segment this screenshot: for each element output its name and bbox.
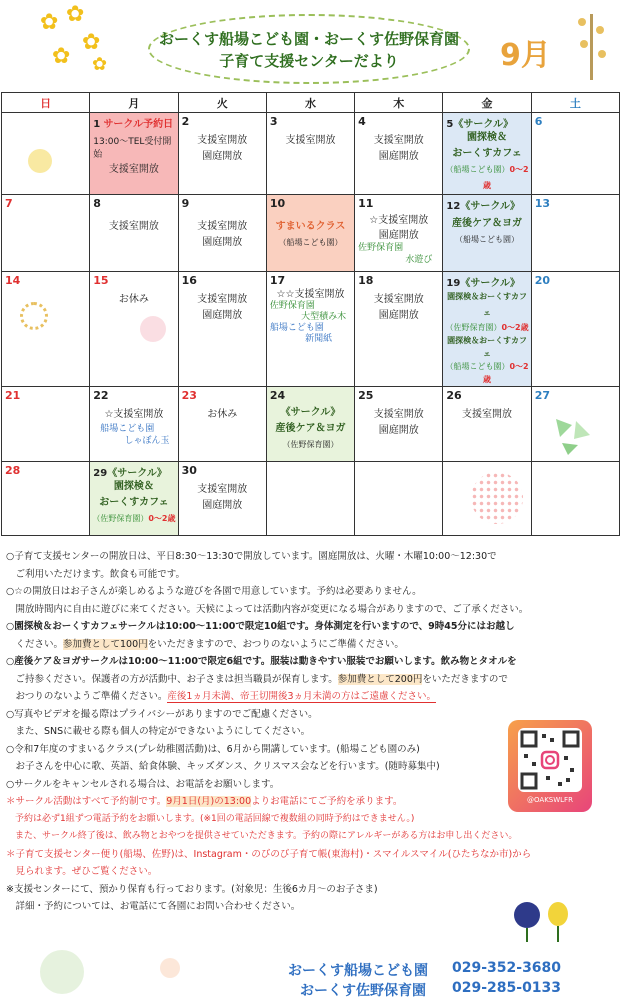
- event-text: 園庭開放: [202, 237, 243, 248]
- dot-icon: [160, 958, 180, 978]
- event-text: ☆支援室開放: [104, 409, 164, 420]
- school-name-senba: おーくす船場こども園: [288, 963, 428, 979]
- day-cell-14: [2, 272, 90, 387]
- location-text: 佐野保育園: [269, 301, 315, 311]
- location-text: （船場こども園）: [455, 235, 520, 244]
- day-number: 4: [358, 115, 366, 128]
- weekday-mon: 月: [90, 93, 178, 113]
- dotted-circle-icon: [471, 472, 523, 524]
- warning-text: 産後1ヵ月未満、帝王切開後3ヵ月未満の方はご遠慮ください。: [167, 691, 436, 702]
- day-cell-15: [90, 272, 178, 387]
- event-text: 支援室開放: [373, 409, 424, 420]
- day-number: 22: [93, 389, 109, 402]
- note-line: ○写真やビデオを撮る際はプライバシーがありますのでご配慮ください。: [6, 708, 318, 720]
- month-label: 9月: [500, 38, 551, 73]
- day-number: 28: [5, 464, 21, 477]
- day-cell-7: [2, 195, 90, 272]
- event-text: 園庭開放: [378, 425, 419, 436]
- event-text: 園庭開放: [378, 230, 419, 241]
- dot-icon: [140, 316, 166, 342]
- dot-icon: [596, 26, 604, 34]
- day-number: 14: [5, 274, 21, 287]
- day-number: 20: [534, 274, 550, 287]
- day-cell-empty: [266, 462, 354, 536]
- day-number: 11: [358, 197, 374, 210]
- age-text: 0～2歳: [483, 362, 529, 384]
- location-text: （船場こども園）: [278, 238, 343, 247]
- location-text: 船場こども園: [100, 424, 155, 434]
- day-cell-29: [90, 462, 178, 536]
- event-text: ☆支援室開放: [369, 215, 429, 226]
- day-number: 15: [93, 274, 109, 287]
- event-text: お休み: [118, 294, 149, 305]
- day-cell-8: [90, 195, 178, 272]
- day-cell-22: [90, 387, 178, 462]
- weekday-thu: 木: [355, 93, 443, 113]
- day-number: 9: [181, 197, 190, 210]
- note-line: ＊子育て支援センター便り(船場、佐野)は、Instagram・のびのび子育て帳(東海村)・スマイルスマイル(ひたちなか市)から: [6, 848, 532, 860]
- day-cell-2: [178, 113, 266, 195]
- reservation-time: 13:00～TEL受付開始: [93, 137, 172, 160]
- note-line: ご利用いただけます。飲食も可能です。: [6, 568, 185, 580]
- note-line: ○産後ケア＆ヨガサークルは10:00～11:00で限定6組です。服装は動きやすい服装でお願いします。飲み物とタオルを: [6, 656, 517, 667]
- note-line: また、SNSに載せる際も個人の特定ができないようにしてください。: [6, 726, 311, 737]
- day-cell-empty: [2, 113, 90, 195]
- day-cell-3: [266, 113, 354, 195]
- note-line: ○子育て支援センターの開放日は、平日8:30～13:30で開放しています。園庭開放は、火曜・木曜10:00～12:30で: [6, 551, 497, 562]
- flower-icon: ✿: [92, 54, 108, 75]
- weekday-tue: 火: [178, 93, 266, 113]
- note-line: 見られます。ぜひご覧ください。: [6, 866, 158, 877]
- day-number: 19: [446, 278, 461, 289]
- event-text: おーくすカフェ: [452, 148, 522, 159]
- event-text: すまいるクラス: [275, 221, 346, 232]
- qr-code-icon: [518, 728, 582, 792]
- age-text: 0～2歳: [483, 165, 529, 190]
- weekday-sat: 土: [531, 93, 619, 113]
- day-cell-empty: [355, 462, 443, 536]
- day-cell-11: [355, 195, 443, 272]
- note-line: お子さんを中心に歌、英語、給食体験、キッズダンス、クリスマス会などを行います。(随時募集中): [6, 761, 440, 772]
- event-text: 園探検＆おーくすカフェ: [447, 292, 527, 317]
- weekday-sun: 日: [2, 93, 90, 113]
- note-line: 予約は必ず1組ずつ電話予約をお願いします。(※1回の電話回線で複数組の同時予約はできません。): [6, 813, 415, 824]
- day-cell-empty: [531, 462, 619, 536]
- flower-icon: ✿: [82, 30, 101, 55]
- note-line: ください。参加費として100円をいただきますので、おつりのないようにご準備ください。: [6, 638, 404, 650]
- event-text: 園探検＆: [113, 481, 154, 492]
- event-text: 園庭開放: [202, 151, 243, 162]
- location-text: （佐野保育園）: [92, 514, 149, 523]
- event-text: 支援室開放: [108, 221, 159, 232]
- event-text: お休み: [207, 409, 238, 420]
- day-number: 1: [93, 119, 101, 130]
- circle-label: 《サークル》: [453, 119, 514, 130]
- dot-icon: [578, 18, 586, 26]
- note-line: 開放時間内に自由に遊びに来てください。天候によっては活動内容が変更になる場合がありますので、ご了承ください。: [6, 603, 529, 615]
- note-line: ○サークルをキャンセルされる場合は、お電話をお願いします。: [6, 778, 280, 790]
- phone-senba[interactable]: 029-352-3680: [452, 960, 562, 976]
- day-number: 10: [269, 197, 286, 210]
- qr-caption: @OAKSWLFR: [527, 796, 573, 804]
- day-number: 24: [269, 389, 286, 402]
- phone-sano[interactable]: 029-285-0133: [452, 980, 562, 996]
- circle-label: 《サークル》: [460, 201, 521, 212]
- day-number: 7: [5, 197, 13, 210]
- day-cell-4: [355, 113, 443, 195]
- day-cell-26: [443, 387, 531, 462]
- day-number: 29: [93, 468, 108, 479]
- circle-label: 《サークル》: [460, 278, 521, 289]
- instagram-qr-code[interactable]: [508, 720, 592, 812]
- event-text: 支援室開放: [197, 294, 248, 305]
- day-cell-30: [178, 462, 266, 536]
- dot-icon: [598, 50, 606, 58]
- ring-icon: [20, 302, 48, 330]
- day-number: 12: [446, 201, 461, 212]
- date-highlight: 9月1日(月)の13:00: [166, 796, 252, 807]
- day-cell-20: [531, 272, 619, 387]
- note-line: ○園探検＆おーくすカフェサークルは10:00～11:00で限定10組です。身体測定を行いますので、9時45分にはお越し: [6, 621, 515, 632]
- day-cell-18: [355, 272, 443, 387]
- location-text: 船場こども園: [269, 323, 324, 333]
- day-number: 25: [358, 389, 374, 402]
- event-text: 園庭開放: [202, 310, 243, 321]
- day-cell-28: [2, 462, 90, 536]
- event-text: 園庭開放: [378, 310, 419, 321]
- title-banner: [148, 14, 470, 84]
- day-cell-24: [266, 387, 354, 462]
- event-text: 園探検＆: [467, 132, 508, 143]
- age-text: 0～2歳: [148, 514, 176, 523]
- event-text: 支援室開放: [462, 409, 513, 420]
- activity-text: しゃぼん玉: [124, 436, 170, 446]
- circle-label: 《サークル》: [107, 468, 167, 479]
- event-label: サークル予約日: [103, 119, 174, 130]
- day-number: 26: [446, 389, 462, 402]
- note-line: ○☆の開放日はお子さんが楽しめるような遊びを各園で用意しています。予約は必要ありません。: [6, 586, 422, 597]
- day-number: 16: [181, 274, 197, 287]
- day-number: 6: [534, 115, 543, 128]
- activity-text: 水遊び: [405, 255, 433, 265]
- location-text: （佐野保育園）: [282, 440, 339, 449]
- day-number: 21: [5, 389, 21, 402]
- day-cell-6: [531, 113, 619, 195]
- dot-icon: [40, 950, 84, 994]
- location-text: （船場こども園）: [445, 362, 510, 371]
- day-cell-10: [266, 195, 354, 272]
- note-line: ○令和7年度のすまいるクラス(プレ幼稚園活動)は、6月から開講しています。(船場こども園のみ): [6, 743, 420, 755]
- dot-icon: [580, 40, 588, 48]
- event-text: 園探検＆おーくすカフェ: [447, 336, 527, 358]
- calendar: [1, 92, 620, 536]
- day-cell-27: [531, 387, 619, 462]
- day-number: 27: [534, 389, 550, 402]
- event-text: 支援室開放: [197, 221, 248, 232]
- event-text: 支援室開放: [285, 135, 336, 146]
- day-number: 23: [181, 389, 197, 402]
- event-text: 支援室開放: [197, 135, 248, 146]
- fee-highlight: 参加費として100円: [63, 638, 148, 650]
- title-line-2: 子育て支援センターだより: [219, 52, 399, 70]
- plant-icon: [590, 14, 593, 80]
- activity-text: 新聞紙: [305, 334, 333, 344]
- event-text: おーくすカフェ: [99, 497, 169, 508]
- location-text: （佐野保育園）: [445, 323, 502, 332]
- day-cell-13: [531, 195, 619, 272]
- day-cell-25: [355, 387, 443, 462]
- fee-highlight: 参加費として200円: [337, 673, 423, 685]
- day-cell-9: [178, 195, 266, 272]
- event-text: 園庭開放: [202, 500, 243, 511]
- day-cell-19: [443, 272, 531, 387]
- day-cell-21: [2, 387, 90, 462]
- weekday-header: [2, 93, 620, 113]
- activity-text: 大型積み木: [301, 312, 347, 322]
- day-cell-17: [266, 272, 354, 387]
- event-text: 産後ケア＆ヨガ: [275, 423, 346, 434]
- note-line: ＊サークル活動はすべて予約制です。9月1日(月)の13:00よりお電話にてご予約を承ります。: [6, 796, 403, 807]
- note-line: ※支援センターにて、預かり保育も行っております。(対象児：生後6カ月～のお子さま): [6, 883, 378, 895]
- location-text: 佐野保育園: [358, 243, 404, 253]
- event-text: 支援室開放: [197, 484, 248, 495]
- weekday-wed: 水: [266, 93, 354, 113]
- tulip-icon: [514, 900, 584, 944]
- day-cell-16: [178, 272, 266, 387]
- note-line: 詳細・予約については、お電話にて各園にお問い合わせください。: [6, 901, 301, 912]
- weekday-fri: 金: [443, 93, 531, 113]
- header: [0, 0, 621, 92]
- age-text: 0～2歳: [501, 323, 529, 332]
- note-line: おつりのないようご準備ください。産後1ヵ月未満、帝王切開後3ヵ月未満の方はご遠慮ください。: [6, 691, 436, 702]
- day-number: 13: [534, 197, 550, 210]
- event-text: ☆☆支援室開放: [276, 289, 345, 300]
- flower-icon: ✿: [66, 2, 85, 27]
- event-text: 園庭開放: [378, 151, 419, 162]
- event-text: 支援室開放: [373, 135, 424, 146]
- flower-icon: ✿: [52, 44, 71, 69]
- day-number: 3: [269, 115, 278, 128]
- circle-label: 《サークル》: [280, 407, 341, 418]
- day-cell-12: [443, 195, 531, 272]
- triangle-icon: [554, 417, 594, 457]
- location-text: （船場こども園）: [445, 165, 510, 174]
- event-text: 支援室開放: [108, 164, 159, 175]
- lemon-icon: [28, 149, 52, 173]
- event-text: 支援室開放: [373, 294, 424, 305]
- note-line: また、サークル終了後は、飲み物とおやつを提供させていただきます。予約の際にアレルギーがある方はお申し出ください。: [6, 831, 518, 841]
- day-number: 30: [181, 464, 197, 477]
- day-number: 5: [446, 119, 454, 130]
- day-number: 8: [93, 197, 101, 210]
- day-number: 2: [181, 115, 190, 128]
- day-number: 17: [269, 274, 286, 287]
- day-cell-23: [178, 387, 266, 462]
- flower-icon: ✿: [40, 10, 59, 35]
- event-text: 産後ケア＆ヨガ: [452, 218, 523, 229]
- day-cell-5: [443, 113, 531, 195]
- day-number: 18: [358, 274, 374, 287]
- day-cell-1: [90, 113, 178, 195]
- note-line: ご持参ください。保護者の方が活動中、お子さまは担当職員が保育します。参加費として200円をいただきますので: [6, 673, 508, 685]
- day-cell-empty: [443, 462, 531, 536]
- title-line-1: おーくす船場こども園・おーくす佐野保育園: [158, 30, 459, 48]
- school-name-sano: おーくす佐野保育園: [300, 983, 426, 999]
